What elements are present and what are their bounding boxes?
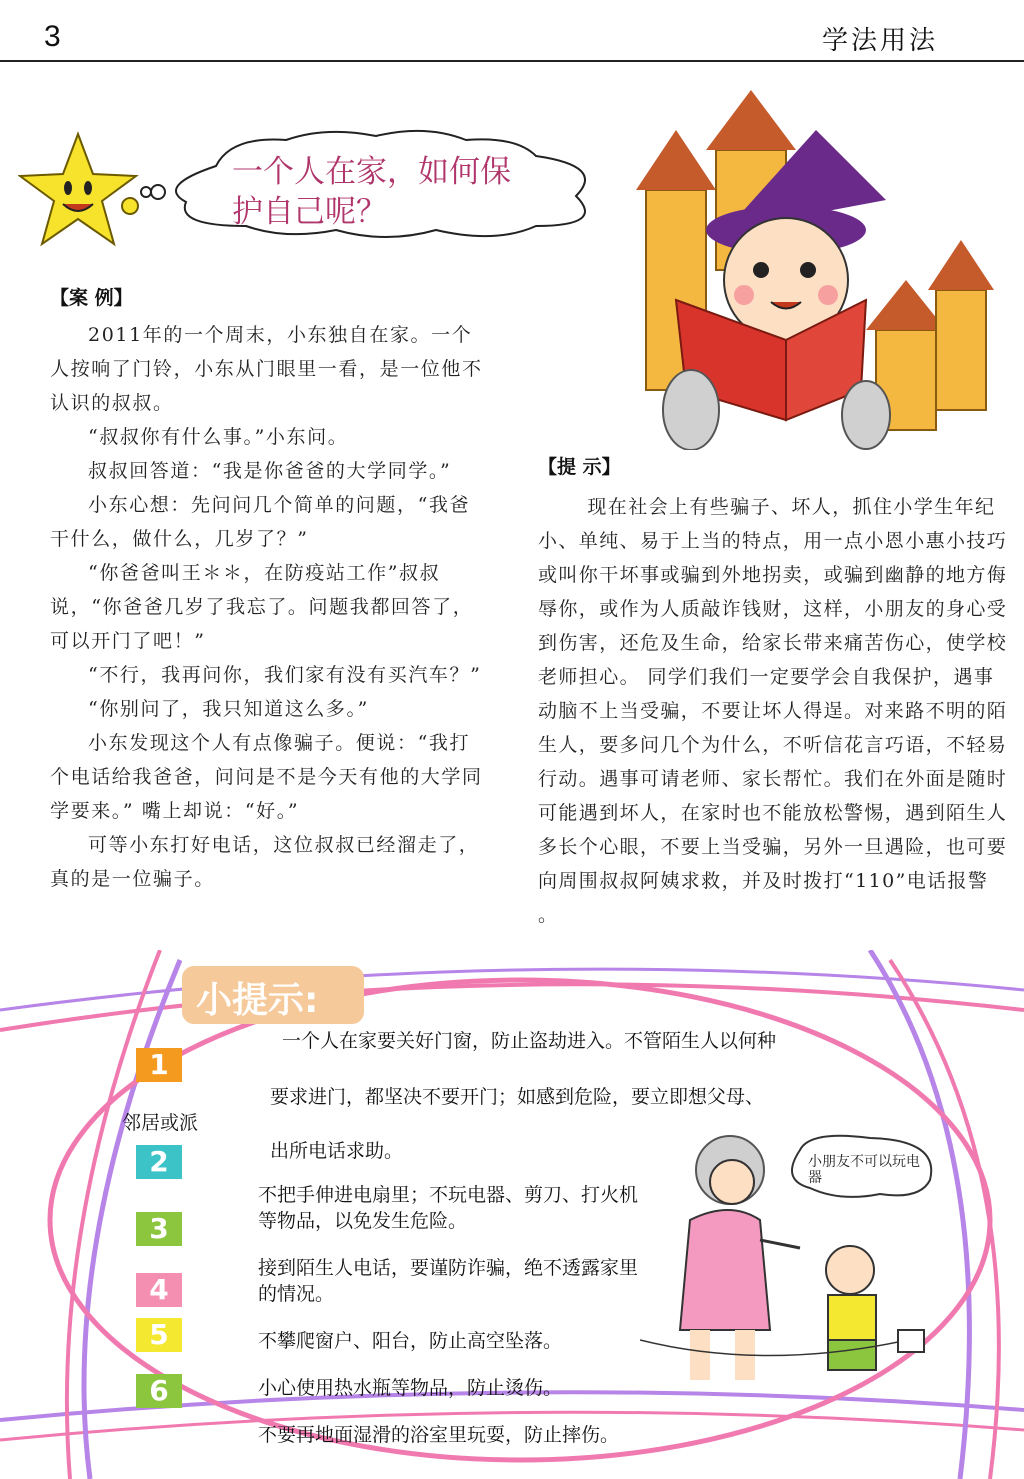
tip-item-6: 不要再地面湿滑的浴室里玩耍，防止摔伤。 <box>258 1425 620 1446</box>
tip-item-5: 小心使用热水瓶等物品，防止烫伤。 <box>258 1378 563 1399</box>
case-title: 【案 例】 <box>50 287 133 309</box>
case-paragraph: 小东心想：先问问几个简单的问题，“我爸干什么，做什么，几岁了？” <box>50 494 471 550</box>
case-story <box>50 318 490 896</box>
number-badge: 6 <box>136 1374 182 1408</box>
cartoon-speech: 小朋友不可以玩电器 <box>808 1154 920 1186</box>
case-paragraph: 叔叔回答道：“我是你爸爸的大学同学。” <box>88 460 452 482</box>
case-paragraph: 可等小东打好电话，这位叔叔已经溜走了，真的是一位骗子。 <box>50 834 480 890</box>
case-paragraph: 2011年的一个周末，小东独自在家。一个人按响了门铃，小东从门眼里一看，是一位他不认识的叔叔。 <box>50 324 483 414</box>
tip-item-1-overflow: 邻居或派 <box>122 1113 199 1134</box>
case-paragraph: “叔叔你有什么事。”小东问。 <box>88 426 349 448</box>
wizard-castle-illustration <box>636 90 996 450</box>
tip-item-4: 不攀爬窗户、阳台，防止高空坠落。 <box>258 1331 563 1352</box>
header-divider <box>0 60 1024 62</box>
number-badge: 1 <box>136 1048 182 1082</box>
tip-item-3: 接到陌生人电话，要谨防诈骗，绝不透露家里的情况。 <box>258 1258 639 1305</box>
tips-banner-label: 小提示: <box>196 980 319 1021</box>
number-badge: 4 <box>136 1273 182 1307</box>
tip-item-1-line-1: 一个人在家要关好门窗，防止盗劫进入。不管陌生人以何种 <box>282 1031 777 1052</box>
tip-item-2: 不把手伸进电扇里；不玩电器、剪刀、打火机等物品，以免发生危险。 <box>258 1185 639 1232</box>
case-paragraph: 小东发现这个人有点像骗子。便说：“我打个电话给我爸爸，问问是不是今天有他的大学同学要来。” 嘴上却说：“好。” <box>50 732 483 822</box>
section-title: 学法用法 <box>822 26 939 56</box>
number-badge: 2 <box>136 1145 182 1179</box>
page-number: 3 <box>44 20 61 53</box>
case-paragraph: “你别问了，我只知道这么多。” <box>88 698 369 720</box>
case-paragraph: “你爸爸叫王＊＊，在防疫站工作”叔叔说，“你爸爸几岁了我忘了。问题我都回答了，可以开门了吧！” <box>50 562 474 652</box>
tip-title: 【提 示】 <box>538 456 621 478</box>
number-badge: 3 <box>136 1212 182 1246</box>
number-badge: 5 <box>136 1318 182 1352</box>
tip-item-1-line-3: 出所电话求助。 <box>270 1141 404 1162</box>
star-mascot-illustration <box>18 126 148 256</box>
case-paragraph: “不行，我再问你，我们家有没有买汽车？” <box>88 664 482 686</box>
tip-body: 现在社会上有些骗子、坏人，抓住小学生年纪小、单纯、易于上当的特点，用一点小恩小惠小技巧或叫你干坏事或骗到外地拐卖，或骗到幽静的地方侮辱你，或作为人质敲诈钱财，这样，小朋友的身心受到伤害，还危及生命，给家长带来痛苦伤心，使学校老师担心。 同学们我们一定要学会自我保护，遇事动脑不上当受骗，不要让坏人得逞。对来路不明的陌生人，要多问几个为什么，不听信花言巧语，不轻易行动。遇事可请老师、家长帮忙。我们在外面是随时可能遇到坏人，在家时也不能放松警惕，遇到陌生人多长个心眼，不要上当受骗，另外一旦遇险，也可要向周围叔叔阿姨求救，并及时拨打“110”电话报警 。 <box>538 496 1008 926</box>
tip-item-1-line-2: 要求进门，都坚决不要开门；如感到危险，要立即想父母、 <box>270 1087 765 1108</box>
bubble-question: 一个人在家，如何保护自己呢？ <box>232 154 511 230</box>
